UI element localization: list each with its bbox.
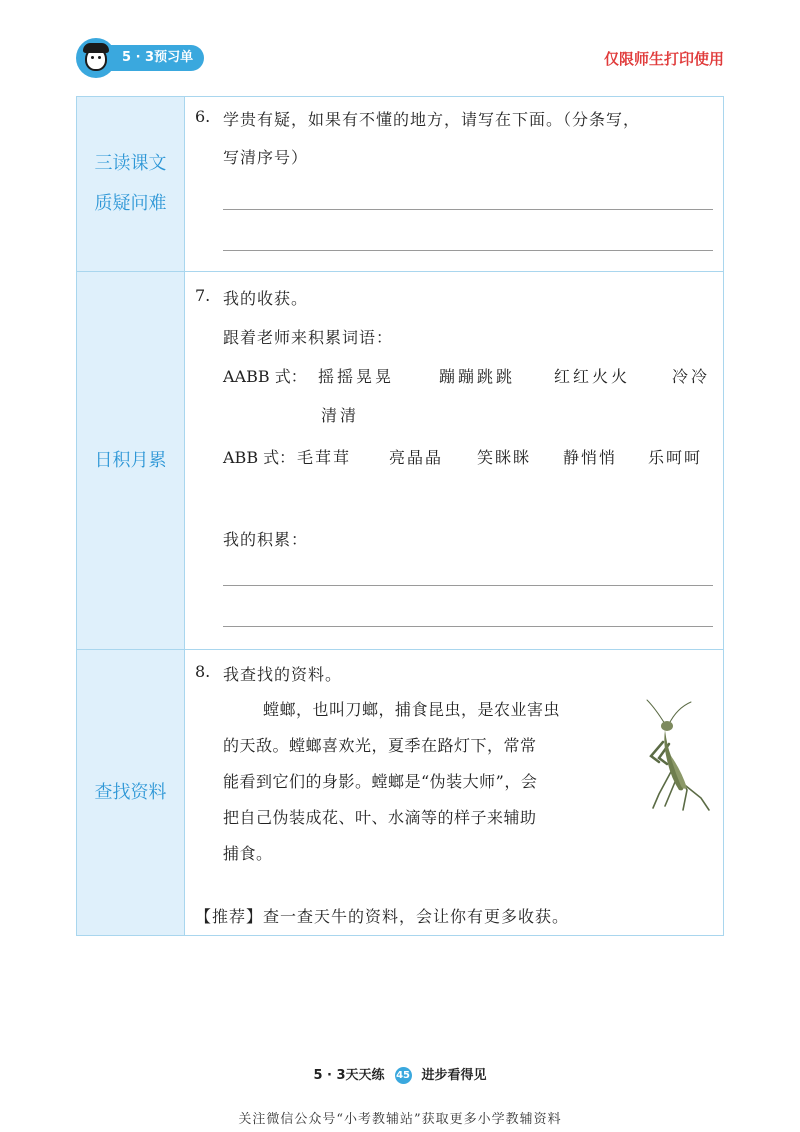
boy-face-icon — [76, 38, 116, 78]
section-accumulate — [77, 272, 723, 650]
section-question — [77, 97, 723, 272]
mantis-icon — [625, 698, 715, 816]
paragraph-line: 能看到它们的身影。螳螂是“伪装大师”，会 — [223, 772, 538, 791]
question-text: 学贵有疑，如果有不懂的地方，请写在下面。（分条写， — [223, 110, 641, 129]
mantis-paragraph — [223, 692, 560, 872]
abb-prefix: ABB 式： — [223, 448, 296, 467]
section-label — [77, 272, 185, 649]
paragraph-line: 的天敌。螳螂喜欢光，夏季在路灯下，常常 — [223, 736, 537, 755]
answer-line[interactable] — [223, 585, 713, 586]
subheading: 跟着老师来积累词语： — [223, 328, 394, 347]
worksheet-table — [76, 96, 724, 936]
aabb-prefix: AABB 式： — [223, 367, 307, 386]
footer-note: 关注微信公众号“小考教辅站”获取更多小学教辅资料 — [238, 1112, 562, 1127]
word-item: 毛茸茸 — [297, 448, 352, 467]
word-item: 亮晶晶 — [389, 448, 444, 467]
answer-line[interactable] — [223, 626, 713, 627]
footer-left: 5 · 3天天练 — [313, 1068, 385, 1083]
word-item: 静悄悄 — [563, 448, 618, 467]
paragraph-line: 把自己伪装成花、叶、水滴等的样子来辅助 — [223, 808, 537, 827]
word-item: 清清 — [321, 406, 360, 425]
page-footer — [0, 1064, 800, 1084]
section-label — [77, 650, 185, 935]
tip-text: 【推荐】查一查天牛的资料，会让你有更多收获。 — [195, 907, 570, 926]
word-item: 摇摇晃晃 — [318, 367, 395, 386]
section-label-line: 查找资料 — [94, 781, 167, 803]
question-text: 我的收获。 — [223, 289, 309, 308]
my-accumulation-label: 我的积累： — [223, 530, 309, 549]
print-note: 仅限师生打印使用 — [603, 50, 724, 68]
question-number: 7. — [195, 286, 211, 305]
section-label — [77, 97, 185, 271]
paragraph-line: 螳螂，也叫刀螂，捕食昆虫，是农业害虫 — [263, 700, 561, 719]
footer-right: 进步看得见 — [421, 1068, 487, 1083]
word-item: 冷冷 — [672, 367, 711, 386]
word-item: 红红火火 — [554, 367, 631, 386]
question-text: 写清序号） — [223, 148, 309, 167]
question-number: 6. — [195, 107, 211, 126]
section-label-line: 三读课文 — [94, 153, 167, 174]
header-badge: 5 · 3预习单 — [100, 45, 204, 71]
answer-line[interactable] — [223, 209, 713, 210]
section-label-line: 日积月累 — [94, 449, 167, 471]
answer-line[interactable] — [223, 250, 713, 251]
word-item: 笑眯眯 — [477, 448, 532, 467]
word-item: 蹦蹦跳跳 — [439, 367, 516, 386]
section-research — [77, 650, 723, 935]
question-text: 我查找的资料。 — [223, 665, 343, 684]
word-item: 乐呵呵 — [648, 448, 703, 467]
section-content — [185, 650, 723, 935]
paragraph-line: 捕食。 — [223, 844, 273, 863]
section-content — [185, 97, 723, 271]
section-label-line: 质疑问难 — [94, 193, 167, 214]
question-number: 8. — [195, 662, 211, 681]
page-number: 45 — [395, 1067, 412, 1084]
section-content — [185, 272, 723, 649]
